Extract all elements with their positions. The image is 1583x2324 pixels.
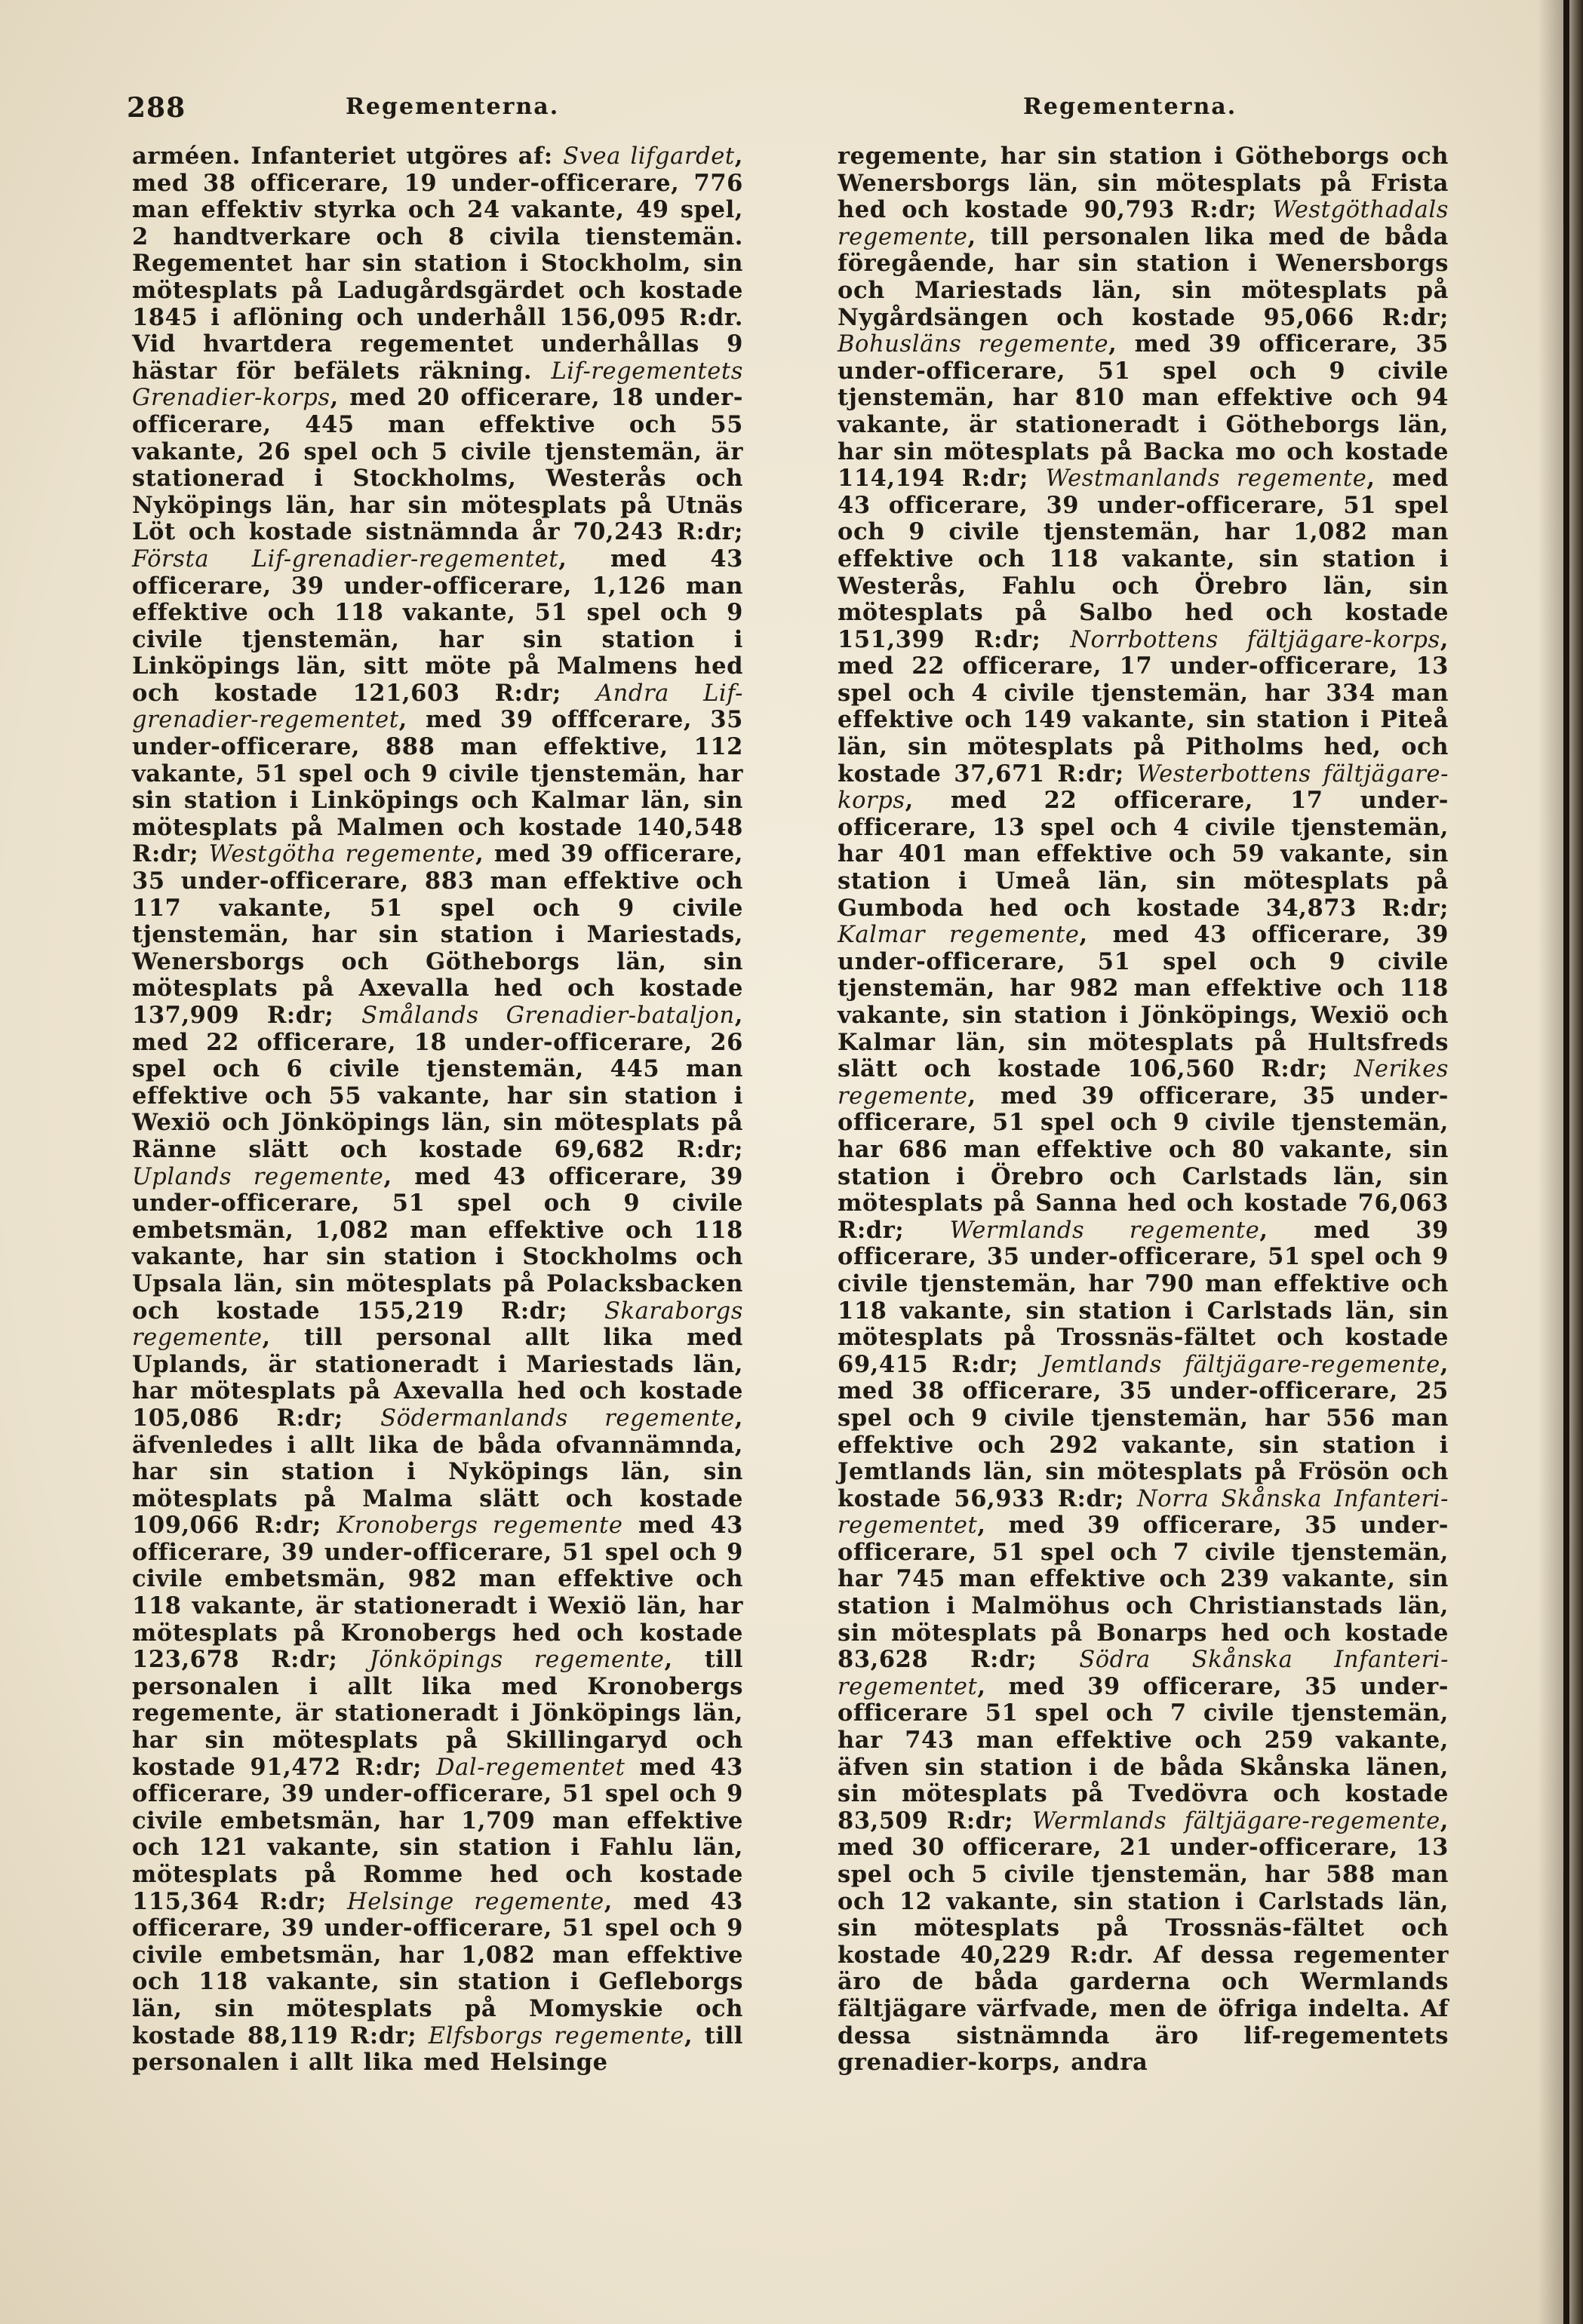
- text-segment: , med 38 officerare, 35 under-officerare, 25 spel och 9 civile tjenstemän, har 556 man effektive och 292 vakante, sin station i Jemtlands län, sin mötesplats på Frösön och kostade 56,933 R:dr;: [838, 1350, 1449, 1512]
- text-segment: , med 39 offfcerare, 35 under-officerare, 888 man effektive, 112 vakante, 51 spel och 9 civile tjenstemän, har sin station i Linköpings och Kalmar län, sin mötesplats på Malmen och kostade 140,548 R:dr;: [132, 706, 743, 868]
- text-segment: , med 43 officerare, 39 under-officerare, 51 spel och 9 civile tjenstemän, har 1,082 man effektive och 118 vakante, sin station i Westerås, Fahlu och Örebro län, sin mötesplats på Salbo hed och kostade 151,399 R:dr;: [838, 465, 1449, 653]
- text-segment: , med 39 officerare, 35 under-officerare, 51 spel och 9 civile tjenstemän, har 790 man effektive och 118 vakante, sin station i Carlstads län, sin mötesplats på Trossnäs-fältet och kostade 69,415 R:dr;: [838, 1216, 1449, 1378]
- regiment-name: Jönköpings regemente: [369, 1647, 665, 1674]
- regiment-name: Westgöthadals regemente: [838, 197, 1449, 250]
- text-segment: , med 39 officerare, 35 under-officerare, 51 spel och 9 civile tjenstemän, har 686 man effektive och 80 vakante, sin station i Örebro och Carlstads län, sin mötesplats på Sanna hed och kostade 76,063 R:dr;: [838, 1082, 1449, 1244]
- page-edge-shadow: [1538, 0, 1583, 2324]
- text-segment: , till personal allt lika med Uplands, är stationeradt i Mariestads län, har mötesplats på Axevalla hed och kostade 105,086 R:dr;: [132, 1324, 743, 1432]
- regiment-name: Kronobergs regemente: [337, 1512, 623, 1540]
- regiment-name: Lif-regementets Grenadier-korps: [132, 358, 743, 412]
- regiment-name: Södermanlands regemente: [380, 1405, 735, 1432]
- column-right-paragraph: [838, 143, 1449, 2077]
- text-segment: , med 43 officerare, 39 under-officerare, 1,126 man effektive och 118 vakante, 51 spel och 9 civile tjenstemän, har sin station i Linköpings län, sitt möte på Malmens hed och kostade 121,603 R:dr;: [132, 545, 743, 707]
- text-segment: , till personalen lika med de båda föregående, har sin station i Wenersborgs och Mariestads län, sin mötesplats på Nygårdsängen och kostade 95,066 R:dr;: [838, 223, 1449, 331]
- text-segment: , äfvenledes i allt lika de båda ofvannämnda, har sin station i Nyköpings län, sin mötesplats på Malma slätt och kostade 109,066 R:dr;: [132, 1404, 743, 1540]
- regiment-name: Norra Skånska Infanteri-regementet: [838, 1485, 1449, 1540]
- text-segment: , med 43 officerare, 39 under-officerare, 51 spel och 9 civile embetsmän, 1,082 man effektive och 118 vakante, har sin station i Stockholms och Upsala län, sin mötesplats på Polacksbacken och kostade 155,219 R:dr;: [132, 1162, 743, 1325]
- regiment-name: Westmanlands regemente: [1045, 465, 1367, 493]
- text-segment: , med 20 officerare, 18 under-officerare, 445 man effektive och 55 vakante, 26 spel och 5 civile tjenstemän, är stationerad i Stockholms, Westerås och Nyköpings län, har sin mötesplats på Utnäs Löt och kostade sistnämnda år 70,243 R:dr;: [132, 384, 743, 546]
- text-segment: , med 39 officerare, 35 under-officerare, 883 man effektive och 117 vakante, 51 spel och 9 civile tjenstemän, har sin station i Mariestads, Wenersborgs och Götheborgs län, sin mötesplats på Axevalla hed och kostade 137,909 R:dr;: [132, 840, 743, 1029]
- regiment-name: Westerbottens fältjägare-korps: [838, 760, 1449, 815]
- regiment-name: Första Lif-grenadier-regementet: [132, 545, 559, 573]
- page-header: [127, 92, 1304, 137]
- text-segment: regemente, har sin station i Götheborgs och Wenersborgs län, sin mötesplats på Frista hed och kostade 90,793 R:dr;: [838, 143, 1449, 224]
- text-segment: med 43 officerare, 39 under-officerare, 51 spel och 9 civile embetsmän, har 1,709 man effektive och 121 vakante, sin station i Fahlu län, mötesplats på Romme hed och kostade 115,364 R:dr;: [132, 1753, 743, 1915]
- text-segment: , med 22 officerare, 17 under-officerare, 13 spel och 4 civile tjenstemän, har 401 man effektive och 59 vakante, sin station i Umeå län, sin mötesplats på Gumboda hed och kostade 34,873 R:dr;: [838, 787, 1449, 922]
- regiment-name: Westgötha regemente: [208, 841, 476, 868]
- regiment-name: Kalmar regemente: [838, 922, 1080, 949]
- regiment-name: Smålands Grenadier-bataljon: [361, 1002, 735, 1029]
- running-head-right: Regementerna.: [1023, 94, 1237, 120]
- regiment-name: Andra Lif-grenadier-regementet: [132, 680, 743, 734]
- text-segment: , med 43 officerare, 39 under-officerare, 51 spel och 9 civile tjenstemän, har 982 man effektive och 118 vakante, sin station i Jönköpings, Wexiö och Kalmar län, sin mötesplats på Hultsfreds slätt och kostade 106,560 R:dr;: [838, 921, 1449, 1083]
- text-column-left: [132, 143, 743, 2077]
- regiment-name: Dal-regementet: [436, 1754, 626, 1781]
- page-edge-line: [1563, 0, 1569, 2324]
- regiment-name: Södra Skånska Infanteri-regementet: [838, 1647, 1449, 1700]
- text-segment: , med 43 officerare, 39 under-officerare, 51 spel och 9 civile embetsmän, har 1,082 man effektive och 118 vakante, sin station i Gefleborgs län, sin mötesplats på Momyskie och kostade 88,119 R:dr;: [132, 1887, 743, 2049]
- page-number: 288: [127, 92, 186, 124]
- text-segment: , till personalen i allt lika med Helsinge: [132, 2022, 743, 2077]
- text-column-right: [838, 143, 1449, 2077]
- regiment-name: Elfsborgs regemente: [428, 2022, 684, 2049]
- regiment-name: Skaraborgs regemente: [132, 1297, 743, 1352]
- regiment-name: Helsinge regemente: [347, 1888, 604, 1915]
- text-segment: , med 39 officerare, 35 under-officerare, 51 spel och 7 civile tjenstemän, har 745 man effektive och 239 vakante, sin station i Malmöhus och Christianstads län, sin mötesplats på Bonarps hed och kostade 83,628 R:dr;: [838, 1512, 1449, 1674]
- text-segment: , med 38 officerare, 19 under-officerare, 776 man effektiv styrka och 24 vakante, 49 spel, 2 handtverkare och 8 civila tienstemän. Regementet har sin station i Stockholm, sin mötesplats på Ladugårdsgärdet och kostade 1845 i aflöning och underhåll 156,095 R:dr. Vid hvartdera regementet underhållas 9 hästar för befälets räkning.: [132, 143, 743, 385]
- regiment-name: Uplands regemente: [132, 1163, 384, 1190]
- regiment-name: Nerikes regemente: [838, 1056, 1449, 1110]
- text-segment: arméen. Infanteriet utgöres af:: [132, 143, 564, 170]
- text-segment: , med 22 officerare, 18 under-officerare, 26 spel och 6 civile tjenstemän, 445 man effektive och 55 vakante, har sin station i Wexiö och Jönköpings län, sin mötesplats på Ränne slätt och kostade 69,682 R:dr;: [132, 1002, 743, 1163]
- text-segment: , med 22 officerare, 17 under-officerare, 13 spel och 4 civile tjenstemän, har 334 man effektive och 149 vakante, sin station i Piteå län, sin mötesplats på Pitholms hed, och kostade 37,671 R:dr;: [838, 625, 1449, 787]
- running-head-left: Regementerna.: [346, 94, 560, 120]
- regiment-name: Wermlands regemente: [949, 1217, 1260, 1244]
- text-segment: med 43 officerare, 39 under-officerare, 51 spel och 9 civile embetsmän, 982 man effektive och 118 vakante, är stationeradt i Wexiö län, har mötesplats på Kronobergs hed och kostade 123,678 R:dr;: [132, 1512, 743, 1674]
- regiment-name: Bohusläns regemente: [838, 331, 1109, 358]
- text-segment: , med 30 officerare, 21 under-officerare, 13 spel och 5 civile tjenstemän, har 588 man och 12 vakante, sin station i Carlstads län, sin mötesplats på Trossnäs-fältet och kostade 40,229 R:dr. Af dessa regementer äro de båda garderna och Wermlands fältjägare värfvade, men de öfriga indelta. Af dessa sistnämnda äro lif-regementets grenadier-korps, andra: [838, 1807, 1449, 2077]
- regiment-name: Wermlands fältjägare-regemente: [1031, 1807, 1440, 1834]
- text-segment: , med 39 officerare, 35 under-officerare, 51 spel och 9 civile tjenstemän, har 810 man effektive och 94 vakante, är stationeradt i Götheborgs län, har sin mötesplats på Backa mo och kostade 114,194 R:dr;: [838, 330, 1449, 493]
- column-left-paragraph: [132, 143, 743, 2077]
- text-segment: , till personalen i allt lika med Kronobergs regemente, är stationeradt i Jönköpings län, har sin mötesplats på Skillingaryd och kostade 91,472 R:dr;: [132, 1646, 743, 1781]
- regiment-name: Svea lifgardet: [563, 143, 735, 170]
- regiment-name: Jemtlands fältjägare-regemente: [1041, 1351, 1440, 1378]
- regiment-name: Norrbottens fältjägare-korps: [1070, 626, 1440, 653]
- text-segment: , med 39 officerare, 35 under-officerare 51 spel och 7 civile tjenstemän, har 743 man effektive och 259 vakante, äfven sin station i de båda Skånska länen, sin mötesplats på Tvedövra och kostade 83,509 R:dr;: [838, 1672, 1449, 1834]
